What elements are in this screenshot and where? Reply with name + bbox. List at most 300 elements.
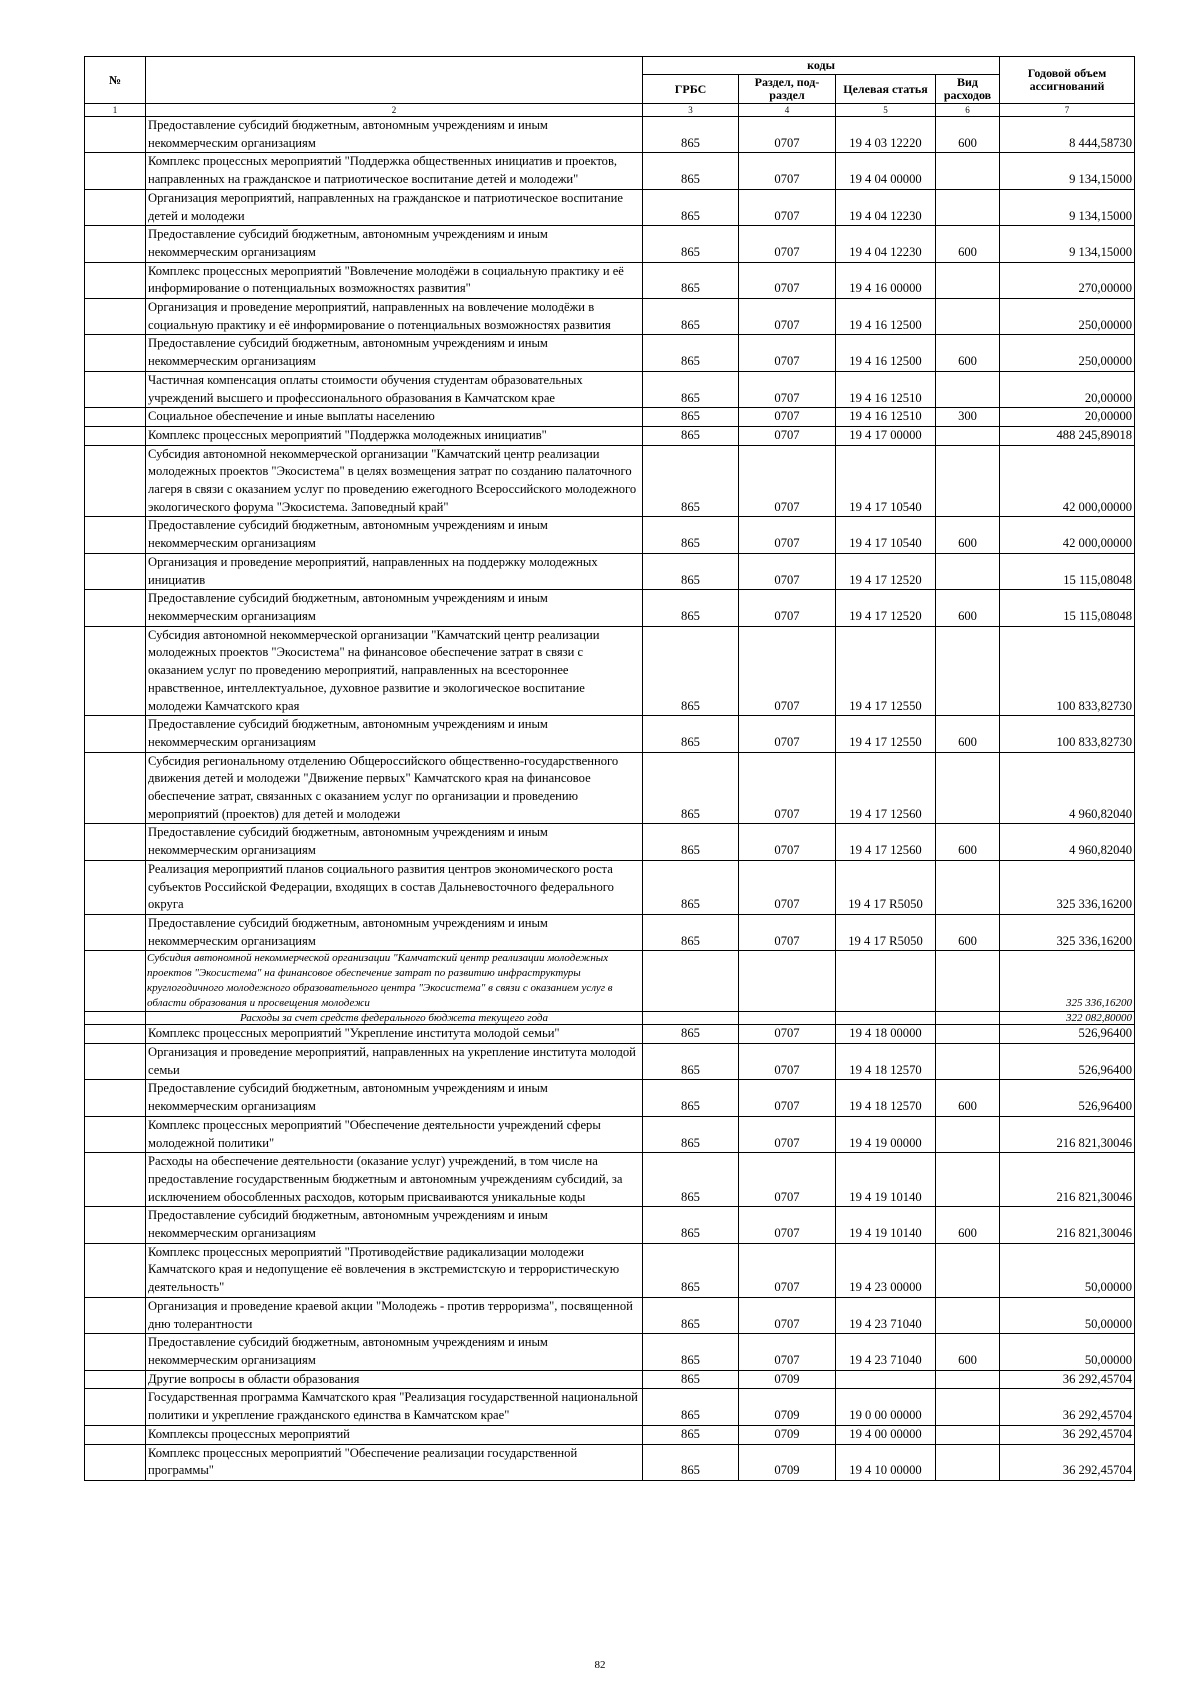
cell-razdel: 0707	[739, 1207, 836, 1243]
cell-num	[85, 335, 146, 371]
cell-target-article: 19 4 04 12230	[836, 226, 936, 262]
cell-razdel: 0707	[739, 445, 836, 517]
cell-expense-type	[936, 1025, 1000, 1044]
cell-grbs	[643, 1012, 739, 1025]
cell-num	[85, 1153, 146, 1207]
cell-name: Комплекс процессных мероприятий "Обеспечение деятельности учреждений сферы молодежной политики"	[146, 1116, 643, 1152]
cell-num	[85, 716, 146, 752]
cell-target-article: 19 4 19 10140	[836, 1153, 936, 1207]
header-num: №	[85, 57, 146, 104]
cell-num	[85, 1425, 146, 1444]
table-row	[85, 626, 1135, 716]
cell-expense-type	[936, 626, 1000, 716]
cell-name: Комплексы процессных мероприятий	[146, 1425, 643, 1444]
cell-name: Комплекс процессных мероприятий "Поддержка молодежных инициатив"	[146, 426, 643, 445]
cell-amount: 270,00000	[1000, 262, 1135, 298]
cell-num	[85, 262, 146, 298]
cell-grbs: 865	[643, 1116, 739, 1152]
cell-target-article: 19 4 17 12560	[836, 824, 936, 860]
cell-expense-type	[936, 752, 1000, 824]
cell-grbs: 865	[643, 153, 739, 189]
cell-name: Организация и проведение мероприятий, направленных на укрепление института молодой семьи	[146, 1044, 643, 1080]
cell-name: Субсидия автономной некоммерческой организации "Камчатский центр реализации молодежных проектов "Экосистема" в целях возмещения затрат по созданию палаточного лагеря в связи с оказанием услуг по проведению ежегодного Всероссийского молодежного экологического форума "Экосистема. Заповедный край"	[146, 445, 643, 517]
cell-razdel: 0707	[739, 860, 836, 914]
table-row	[85, 1207, 1135, 1243]
cell-target-article: 19 0 00 00000	[836, 1389, 936, 1425]
table-row	[85, 553, 1135, 589]
cell-expense-type	[936, 371, 1000, 407]
cell-razdel: 0707	[739, 1297, 836, 1333]
cell-name: Комплекс процессных мероприятий "Противодействие радикализации молодежи Камчатского края и недопущение её вовлечения в экстремистскую и террористическую деятельность"	[146, 1243, 643, 1297]
table-row	[85, 371, 1135, 407]
cell-amount: 216 821,30046	[1000, 1116, 1135, 1152]
cell-expense-type: 600	[936, 226, 1000, 262]
cell-razdel: 0707	[739, 408, 836, 427]
cell-amount: 42 000,00000	[1000, 517, 1135, 553]
cell-name: Предоставление субсидий бюджетным, автономным учреждениям и иным некоммерческим организациям	[146, 335, 643, 371]
cell-expense-type	[936, 1012, 1000, 1025]
table-row	[85, 1334, 1135, 1370]
col-index: 7	[1000, 104, 1135, 117]
table-body	[85, 117, 1135, 1481]
cell-amount: 36 292,45704	[1000, 1444, 1135, 1480]
cell-name: Организация и проведение краевой акции "Молодежь - против терроризма", посвященной дню толерантности	[146, 1297, 643, 1333]
table-row	[85, 716, 1135, 752]
cell-name: Расходы за счет средств федерального бюджета текущего года	[146, 1012, 643, 1025]
header-row-top	[85, 57, 1135, 75]
cell-razdel: 0709	[739, 1389, 836, 1425]
cell-amount: 36 292,45704	[1000, 1425, 1135, 1444]
cell-amount: 36 292,45704	[1000, 1370, 1135, 1389]
cell-num	[85, 445, 146, 517]
cell-target-article: 19 4 03 12220	[836, 117, 936, 153]
cell-expense-type: 600	[936, 517, 1000, 553]
cell-grbs: 865	[643, 226, 739, 262]
cell-name: Предоставление субсидий бюджетным, автономным учреждениям и иным некоммерческим организациям	[146, 914, 643, 950]
cell-amount: 20,00000	[1000, 371, 1135, 407]
table-row	[85, 1243, 1135, 1297]
table-row	[85, 752, 1135, 824]
cell-amount: 250,00000	[1000, 335, 1135, 371]
header-razdel: Раздел, под-раздел	[739, 75, 836, 104]
cell-target-article: 19 4 17 12550	[836, 716, 936, 752]
cell-target-article: 19 4 17 R5050	[836, 860, 936, 914]
budget-table	[84, 56, 1135, 1481]
cell-expense-type: 600	[936, 117, 1000, 153]
cell-num	[85, 408, 146, 427]
cell-name: Организация и проведение мероприятий, направленных на поддержку молодежных инициатив	[146, 553, 643, 589]
cell-num	[85, 1389, 146, 1425]
cell-amount: 325 336,16200	[1000, 860, 1135, 914]
cell-name: Комплекс процессных мероприятий "Вовлечение молодёжи в социальную практику и её информирование о потенциальных возможностях развития"	[146, 262, 643, 298]
table-row	[85, 153, 1135, 189]
cell-grbs: 865	[643, 408, 739, 427]
cell-amount: 42 000,00000	[1000, 445, 1135, 517]
cell-num	[85, 189, 146, 225]
cell-expense-type	[936, 1044, 1000, 1080]
cell-expense-type	[936, 426, 1000, 445]
col-index: 5	[836, 104, 936, 117]
column-index-row	[85, 104, 1135, 117]
table-row	[85, 914, 1135, 950]
cell-target-article: 19 4 18 12570	[836, 1044, 936, 1080]
cell-expense-type	[936, 189, 1000, 225]
header-grbs: ГРБС	[643, 75, 739, 104]
cell-target-article: 19 4 17 12550	[836, 626, 936, 716]
cell-razdel: 0707	[739, 117, 836, 153]
cell-amount: 50,00000	[1000, 1243, 1135, 1297]
header-name	[146, 57, 643, 104]
cell-num	[85, 1012, 146, 1025]
cell-name: Субсидия автономной некоммерческой организации "Камчатский центр реализации молодежных проектов "Экосистема" на финансовое обеспечение затрат по развитию инфраструктуры круглогодичного молодежного образовательного центра "Экосистема" в связи с оказанием услуг в области образования и просвещения молодежи	[146, 951, 643, 1012]
cell-target-article: 19 4 16 12510	[836, 371, 936, 407]
page-number: 82	[594, 1659, 606, 1671]
cell-num	[85, 1297, 146, 1333]
cell-expense-type	[936, 1297, 1000, 1333]
cell-name: Расходы на обеспечение деятельности (оказание услуг) учреждений, в том числе на предоставление государственным бюджетным и автономным учреждениям субсидий, за исключением обособленных расходов, которым присваиваются уникальные коды	[146, 1153, 643, 1207]
col-index: 2	[146, 104, 643, 117]
cell-target-article: 19 4 17 12560	[836, 752, 936, 824]
cell-expense-type	[936, 1243, 1000, 1297]
table-row	[85, 1080, 1135, 1116]
cell-name: Предоставление субсидий бюджетным, автономным учреждениям и иным некоммерческим организациям	[146, 117, 643, 153]
cell-grbs: 865	[643, 1444, 739, 1480]
cell-amount: 36 292,45704	[1000, 1389, 1135, 1425]
cell-grbs: 865	[643, 824, 739, 860]
cell-razdel: 0707	[739, 752, 836, 824]
table-row	[85, 590, 1135, 626]
cell-num	[85, 426, 146, 445]
cell-razdel: 0707	[739, 590, 836, 626]
cell-target-article: 19 4 16 00000	[836, 262, 936, 298]
cell-target-article: 19 4 23 71040	[836, 1297, 936, 1333]
cell-num	[85, 951, 146, 1012]
cell-num	[85, 1207, 146, 1243]
cell-razdel: 0709	[739, 1370, 836, 1389]
cell-num	[85, 1243, 146, 1297]
cell-target-article: 19 4 23 71040	[836, 1334, 936, 1370]
cell-grbs: 865	[643, 1425, 739, 1444]
cell-razdel	[739, 1012, 836, 1025]
col-index: 4	[739, 104, 836, 117]
table-row	[85, 1044, 1135, 1080]
cell-amount: 50,00000	[1000, 1297, 1135, 1333]
cell-amount: 488 245,89018	[1000, 426, 1135, 445]
cell-razdel: 0707	[739, 1116, 836, 1152]
cell-amount: 4 960,82040	[1000, 824, 1135, 860]
cell-grbs: 865	[643, 860, 739, 914]
table-row	[85, 335, 1135, 371]
cell-name: Предоставление субсидий бюджетным, автономным учреждениям и иным некоммерческим организациям	[146, 824, 643, 860]
cell-grbs: 865	[643, 1207, 739, 1243]
table-row	[85, 1012, 1135, 1025]
cell-grbs: 865	[643, 1025, 739, 1044]
cell-target-article: 19 4 16 12510	[836, 408, 936, 427]
cell-razdel: 0707	[739, 371, 836, 407]
cell-expense-type	[936, 153, 1000, 189]
cell-amount: 15 115,08048	[1000, 553, 1135, 589]
cell-grbs: 865	[643, 1153, 739, 1207]
cell-grbs: 865	[643, 553, 739, 589]
cell-expense-type	[936, 951, 1000, 1012]
cell-name: Предоставление субсидий бюджетным, автономным учреждениям и иным некоммерческим организациям	[146, 1207, 643, 1243]
cell-amount: 9 134,15000	[1000, 153, 1135, 189]
cell-target-article: 19 4 17 00000	[836, 426, 936, 445]
cell-grbs: 865	[643, 1044, 739, 1080]
cell-amount: 20,00000	[1000, 408, 1135, 427]
cell-grbs: 865	[643, 752, 739, 824]
table-row	[85, 408, 1135, 427]
cell-razdel: 0707	[739, 1080, 836, 1116]
cell-expense-type	[936, 1389, 1000, 1425]
cell-expense-type	[936, 1370, 1000, 1389]
cell-name: Частичная компенсация оплаты стоимости обучения студентам образовательных учреждений высшего и профессионального образования в Камчатском крае	[146, 371, 643, 407]
cell-num	[85, 1370, 146, 1389]
table-row	[85, 951, 1135, 1012]
cell-name: Субсидия автономной некоммерческой организации "Камчатский центр реализации молодежных проектов "Экосистема" на финансовое обеспечение затрат в связи с оказанием услуг по проведению мероприятий, направленных на всестороннее нравственное, интеллектуальное, духовное развитие и экологическое воспитание молодежи Камчатского края	[146, 626, 643, 716]
cell-name: Комплекс процессных мероприятий "Поддержка общественных инициатив и проектов, направленных на гражданское и патриотическое воспитание детей и молодежи"	[146, 153, 643, 189]
cell-expense-type: 300	[936, 408, 1000, 427]
cell-razdel: 0707	[739, 553, 836, 589]
cell-target-article	[836, 951, 936, 1012]
cell-razdel: 0707	[739, 517, 836, 553]
cell-grbs: 865	[643, 517, 739, 553]
cell-amount: 4 960,82040	[1000, 752, 1135, 824]
table-row	[85, 299, 1135, 335]
cell-razdel: 0707	[739, 716, 836, 752]
col-index: 3	[643, 104, 739, 117]
cell-amount: 50,00000	[1000, 1334, 1135, 1370]
cell-amount: 100 833,82730	[1000, 626, 1135, 716]
cell-target-article: 19 4 19 00000	[836, 1116, 936, 1152]
cell-razdel: 0707	[739, 262, 836, 298]
cell-expense-type: 600	[936, 590, 1000, 626]
cell-razdel: 0709	[739, 1425, 836, 1444]
cell-expense-type: 600	[936, 824, 1000, 860]
cell-num	[85, 1044, 146, 1080]
cell-razdel: 0709	[739, 1444, 836, 1480]
cell-amount: 15 115,08048	[1000, 590, 1135, 626]
cell-razdel: 0707	[739, 335, 836, 371]
table-row	[85, 824, 1135, 860]
budget-table-container	[84, 56, 1134, 1481]
cell-name: Реализация мероприятий планов социального развития центров экономического роста субъектов Российской Федерации, входящих в состав Дальневосточного федерального округа	[146, 860, 643, 914]
cell-name: Комплекс процессных мероприятий "Обеспечение реализации государственной программы"	[146, 1444, 643, 1480]
cell-grbs: 865	[643, 335, 739, 371]
cell-amount: 526,96400	[1000, 1044, 1135, 1080]
cell-razdel: 0707	[739, 1334, 836, 1370]
cell-expense-type	[936, 445, 1000, 517]
cell-razdel: 0707	[739, 189, 836, 225]
cell-name: Предоставление субсидий бюджетным, автономным учреждениям и иным некоммерческим организациям	[146, 1334, 643, 1370]
cell-num	[85, 226, 146, 262]
table-row	[85, 426, 1135, 445]
cell-target-article: 19 4 23 00000	[836, 1243, 936, 1297]
table-row	[85, 445, 1135, 517]
table-row	[85, 517, 1135, 553]
cell-razdel	[739, 951, 836, 1012]
cell-grbs: 865	[643, 626, 739, 716]
cell-razdel: 0707	[739, 426, 836, 445]
cell-grbs	[643, 951, 739, 1012]
cell-grbs: 865	[643, 117, 739, 153]
cell-name: Предоставление субсидий бюджетным, автономным учреждениям и иным некоммерческим организациям	[146, 226, 643, 262]
table-row	[85, 860, 1135, 914]
col-index: 6	[936, 104, 1000, 117]
cell-target-article: 19 4 17 10540	[836, 517, 936, 553]
table-row	[85, 1025, 1135, 1044]
cell-name: Организация мероприятий, направленных на гражданское и патриотическое воспитание детей и молодежи	[146, 189, 643, 225]
cell-grbs: 865	[643, 426, 739, 445]
table-row	[85, 262, 1135, 298]
cell-num	[85, 626, 146, 716]
cell-amount: 250,00000	[1000, 299, 1135, 335]
cell-grbs: 865	[643, 1243, 739, 1297]
cell-target-article: 19 4 17 R5050	[836, 914, 936, 950]
cell-grbs: 865	[643, 371, 739, 407]
cell-num	[85, 1334, 146, 1370]
cell-amount: 9 134,15000	[1000, 226, 1135, 262]
cell-grbs: 865	[643, 1080, 739, 1116]
cell-amount: 322 082,80000	[1000, 1012, 1135, 1025]
header-annual-volume: Годовой объем ассигнований	[1000, 57, 1135, 104]
cell-amount: 9 134,15000	[1000, 189, 1135, 225]
cell-num	[85, 371, 146, 407]
cell-expense-type	[936, 262, 1000, 298]
cell-name: Организация и проведение мероприятий, направленных на вовлечение молодёжи в социальную практику и её информирование о потенциальных возможностях развития	[146, 299, 643, 335]
cell-target-article: 19 4 04 12230	[836, 189, 936, 225]
cell-name: Предоставление субсидий бюджетным, автономным учреждениям и иным некоммерческим организациям	[146, 517, 643, 553]
cell-name: Социальное обеспечение и иные выплаты населению	[146, 408, 643, 427]
cell-razdel: 0707	[739, 153, 836, 189]
cell-target-article: 19 4 19 10140	[836, 1207, 936, 1243]
cell-razdel: 0707	[739, 226, 836, 262]
cell-target-article	[836, 1012, 936, 1025]
cell-num	[85, 517, 146, 553]
cell-grbs: 865	[643, 914, 739, 950]
cell-amount: 325 336,16200	[1000, 951, 1135, 1012]
cell-grbs: 865	[643, 1370, 739, 1389]
cell-expense-type: 600	[936, 716, 1000, 752]
cell-name: Комплекс процессных мероприятий "Укрепление института молодой семьи"	[146, 1025, 643, 1044]
cell-expense-type: 600	[936, 335, 1000, 371]
cell-target-article: 19 4 18 00000	[836, 1025, 936, 1044]
cell-name: Предоставление субсидий бюджетным, автономным учреждениям и иным некоммерческим организациям	[146, 1080, 643, 1116]
cell-num	[85, 299, 146, 335]
cell-amount: 100 833,82730	[1000, 716, 1135, 752]
cell-expense-type	[936, 860, 1000, 914]
cell-grbs: 865	[643, 1297, 739, 1333]
cell-num	[85, 590, 146, 626]
cell-num	[85, 153, 146, 189]
cell-target-article: 19 4 10 00000	[836, 1444, 936, 1480]
cell-num	[85, 914, 146, 950]
cell-num	[85, 1025, 146, 1044]
cell-name: Предоставление субсидий бюджетным, автономным учреждениям и иным некоммерческим организациям	[146, 590, 643, 626]
cell-num	[85, 752, 146, 824]
table-row	[85, 1297, 1135, 1333]
cell-num	[85, 553, 146, 589]
cell-expense-type: 600	[936, 1334, 1000, 1370]
header-expense-type: Вид расходов	[936, 75, 1000, 104]
header-target-article: Целевая статья	[836, 75, 936, 104]
cell-target-article	[836, 1370, 936, 1389]
cell-grbs: 865	[643, 262, 739, 298]
cell-num	[85, 1444, 146, 1480]
cell-expense-type	[936, 1444, 1000, 1480]
cell-name: Государственная программа Камчатского края "Реализация государственной национальной политики и укрепление гражданского единства в Камчатском крае"	[146, 1389, 643, 1425]
cell-amount: 526,96400	[1000, 1025, 1135, 1044]
cell-grbs: 865	[643, 445, 739, 517]
cell-expense-type	[936, 1116, 1000, 1152]
table-row	[85, 1425, 1135, 1444]
col-index: 1	[85, 104, 146, 117]
cell-grbs: 865	[643, 299, 739, 335]
cell-target-article: 19 4 16 12500	[836, 299, 936, 335]
cell-num	[85, 1116, 146, 1152]
cell-name: Предоставление субсидий бюджетным, автономным учреждениям и иным некоммерческим организациям	[146, 716, 643, 752]
cell-razdel: 0707	[739, 914, 836, 950]
table-row	[85, 1389, 1135, 1425]
cell-razdel: 0707	[739, 1153, 836, 1207]
cell-name: Другие вопросы в области образования	[146, 1370, 643, 1389]
cell-target-article: 19 4 04 00000	[836, 153, 936, 189]
cell-grbs: 865	[643, 716, 739, 752]
header-codes: коды	[643, 57, 1000, 75]
cell-expense-type: 600	[936, 914, 1000, 950]
table-row	[85, 1153, 1135, 1207]
cell-expense-type	[936, 1153, 1000, 1207]
cell-amount: 8 444,58730	[1000, 117, 1135, 153]
cell-expense-type	[936, 1425, 1000, 1444]
cell-razdel: 0707	[739, 1044, 836, 1080]
table-row	[85, 1444, 1135, 1480]
cell-razdel: 0707	[739, 299, 836, 335]
cell-razdel: 0707	[739, 1243, 836, 1297]
cell-amount: 526,96400	[1000, 1080, 1135, 1116]
table-row	[85, 226, 1135, 262]
table-row	[85, 189, 1135, 225]
cell-target-article: 19 4 18 12570	[836, 1080, 936, 1116]
cell-target-article: 19 4 16 12500	[836, 335, 936, 371]
cell-target-article: 19 4 17 12520	[836, 553, 936, 589]
cell-num	[85, 824, 146, 860]
cell-grbs: 865	[643, 1389, 739, 1425]
cell-target-article: 19 4 17 10540	[836, 445, 936, 517]
cell-amount: 216 821,30046	[1000, 1207, 1135, 1243]
cell-target-article: 19 4 17 12520	[836, 590, 936, 626]
cell-expense-type: 600	[936, 1080, 1000, 1116]
cell-grbs: 865	[643, 1334, 739, 1370]
cell-razdel: 0707	[739, 1025, 836, 1044]
cell-num	[85, 117, 146, 153]
table-row	[85, 117, 1135, 153]
cell-expense-type	[936, 299, 1000, 335]
cell-num	[85, 1080, 146, 1116]
cell-grbs: 865	[643, 590, 739, 626]
table-row	[85, 1370, 1135, 1389]
cell-name: Субсидия региональному отделению Общероссийского общественно-государственного движения детей и молодежи "Движение первых" Камчатского края на финансовое обеспечение затрат, связанных с оказанием услуг по организации и проведению мероприятий (проектов) для детей и молодежи	[146, 752, 643, 824]
cell-expense-type	[936, 553, 1000, 589]
cell-amount: 325 336,16200	[1000, 914, 1135, 950]
cell-num	[85, 860, 146, 914]
cell-razdel: 0707	[739, 626, 836, 716]
table-row	[85, 1116, 1135, 1152]
cell-expense-type: 600	[936, 1207, 1000, 1243]
cell-target-article: 19 4 00 00000	[836, 1425, 936, 1444]
cell-razdel: 0707	[739, 824, 836, 860]
cell-grbs: 865	[643, 189, 739, 225]
